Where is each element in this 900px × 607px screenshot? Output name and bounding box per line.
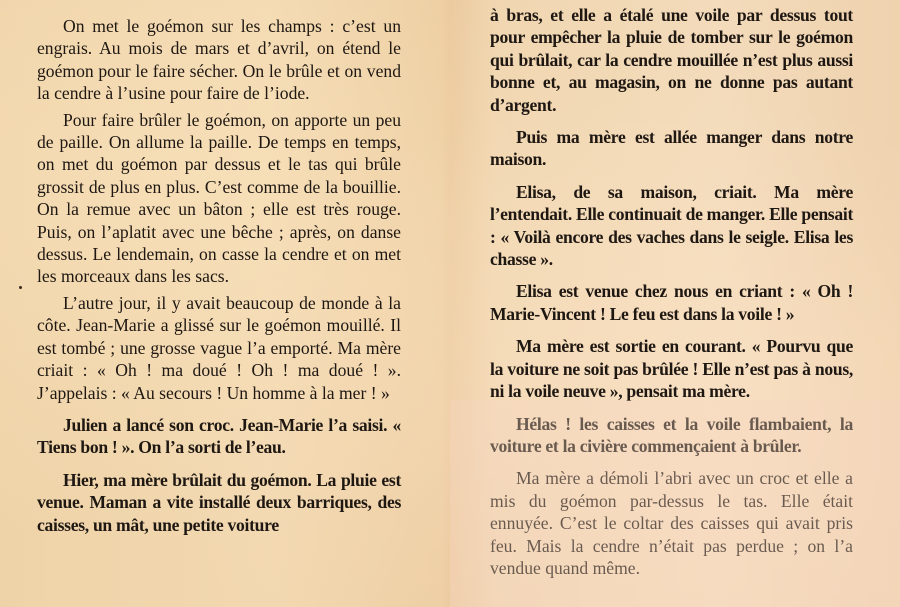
paragraph-rain-shelter: Hier, ma mère brûlait du goémon. La pluie est venue. Maman a vite installé deux barriques, des caisses, un mât, une petite voiture: [37, 469, 401, 535]
paragraph-man-overboard: L’autre jour, il y avait beaucoup de monde à la côte. Jean-Marie a glissé sur le goémon mouillé. Il est tombé ; une grosse vague l’a emporté. Ma mère criait : « Oh ! ma doué ! Oh ! ma doué ! ». J’appelais : « Au secours ! Un homme à la mer ! »: [37, 292, 401, 403]
paragraph-elisa-shouting: Elisa, de sa maison, criait. Ma mère l’entendait. Elle continuait de manger. Elle pensait : « Voilà encore des vaches dans le seigle. Elisa les chasse ».: [490, 181, 854, 270]
paragraph-seaweed-fields: On met le goémon sur les champs : c’est un engrais. Au mois de mars et d’avril, on étend le goémon pour le faire sécher. On le brûle et on vend la cendre à l’usine pour faire de l’iode.: [37, 16, 401, 104]
paragraph-mother-runs: Ma mère est sortie en courant. « Pourvu que la voiture ne soit pas brûlée ! Elle n’est pas à nous, ni la voile neuve », pensait ma mère.: [490, 336, 853, 402]
paragraph-continued-sail: à bras, et elle a étalé une voile par dessus tout pour empêcher la pluie de tomber sur le goémon qui brûlait, car la cendre mouillée n’est plus aussi bonne et, au magasin, on ne donne pas autant d’argent.: [490, 5, 853, 115]
paragraph-fire-in-sail: Elisa est venue chez nous en criant : « Oh ! Marie-Vincent ! Le feu est dans la voile ! »: [490, 281, 853, 324]
paragraph-flames: Hélas ! les caisses et la voile flambaient, la voiture et la civière commençaient à brûler.: [490, 413, 853, 456]
right-text-column: [490, 4, 853, 579]
right-page: [450, 0, 900, 607]
paragraph-burning-seaweed: Pour faire brûler le goémon, on apporte un peu de paille. On allume la paille. De temps en temps, on met du goémon par dessus et le tas qui brûle grossit de plus en plus. C’est comme de la bouillie. On la remue avec un bâton ; elle est très rouge. Puis, on l’aplatit avec une bêche ; après, on danse dessus. Le lendemain, on casse la cendre et on met les morceaux dans les sacs.: [37, 109, 401, 287]
paragraph-rescue: Julien a lancé son croc. Jean-Marie l’a saisi. « Tiens bon ! ». On l’a sorti de l’eau.: [37, 414, 401, 458]
paragraph-eating-home: Puis ma mère est allée manger dans notre maison.: [490, 127, 853, 170]
print-speck: [19, 286, 22, 289]
paragraph-ash-sold: Ma mère a démoli l’abri avec un croc et elle a mis du goémon par-dessus le tas. Elle était ennuyée. C’est le coltar des caisses qui avait pris feu. Mais la cendre n’était pas perdue ; on l’a vendue quand même.: [490, 468, 853, 578]
left-text-column: [37, 15, 401, 536]
